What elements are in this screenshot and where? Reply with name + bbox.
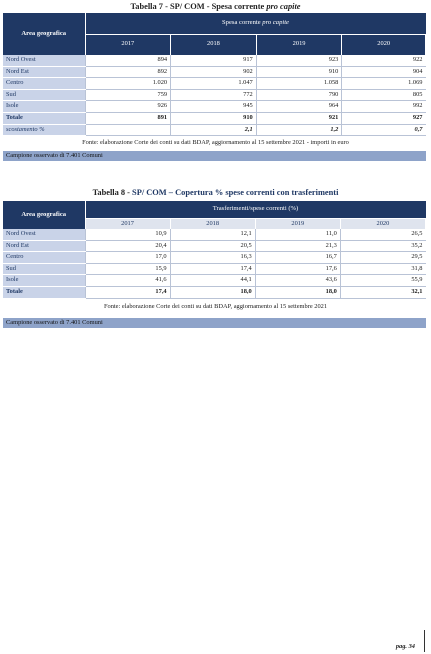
cell: 20,4: [85, 240, 170, 252]
table-row: [3, 101, 426, 113]
table-row: [3, 66, 426, 78]
table8-header-span: Trasferimenti/spese correnti (%): [85, 201, 426, 218]
cell: 904: [342, 66, 426, 78]
row-label: Sud: [3, 263, 85, 275]
table7-source: Fonte: elaborazione Corte dei conti su dati BDAP, aggiornamento al 15 settembre 2021 - importi in euro: [82, 139, 349, 146]
cell: 18,0: [255, 287, 340, 299]
cell: 910: [171, 112, 257, 124]
cell: 31,8: [340, 263, 425, 275]
cell: 16,7: [255, 252, 340, 264]
cell: 759: [85, 89, 171, 101]
table-row: [3, 78, 426, 90]
cell: 10,9: [85, 229, 170, 240]
table8-year: 2020: [340, 218, 425, 229]
table7-year: 2017: [85, 34, 171, 55]
cell: [85, 124, 171, 136]
cell: 0,7: [342, 124, 426, 136]
table-row: [3, 229, 426, 240]
cell: 21,3: [255, 240, 340, 252]
cell: 945: [171, 101, 257, 113]
row-label: Totale: [3, 287, 85, 299]
table-row: [3, 252, 426, 264]
table8-year: 2018: [170, 218, 255, 229]
table8-title: Tabella 8 - SP/ COM – Copertura % spese correnti con trasferimenti: [92, 188, 339, 197]
cell: 1.047: [171, 78, 257, 90]
cell: 44,1: [170, 275, 255, 287]
table-row: [3, 89, 426, 101]
row-label: Centro: [3, 78, 85, 90]
row-label: Centro: [3, 252, 85, 264]
row-label: Sud: [3, 89, 85, 101]
cell: 15,9: [85, 263, 170, 275]
cell: 17,4: [85, 287, 170, 299]
cell: 43,6: [255, 275, 340, 287]
table8: [3, 201, 426, 299]
table7-year: 2020: [342, 34, 426, 55]
cell: 891: [85, 112, 171, 124]
cell: 805: [342, 89, 426, 101]
cell: 32,1: [340, 287, 425, 299]
table7-year: 2018: [171, 34, 257, 55]
table8-year: 2017: [85, 218, 170, 229]
cell: 17,0: [85, 252, 170, 264]
row-label: Isole: [3, 101, 85, 113]
table7-title: Tabella 7 - SP/ COM - Spesa corrente pro capite: [130, 2, 301, 11]
total-row: [3, 112, 426, 124]
cell: 29,5: [340, 252, 425, 264]
cell: 18,0: [170, 287, 255, 299]
table-row: [3, 240, 426, 252]
row-label: scostamento %: [3, 124, 85, 136]
cell: 35,2: [340, 240, 425, 252]
table-row: [3, 275, 426, 287]
cell: 26,5: [340, 229, 425, 240]
cell: 12,1: [170, 229, 255, 240]
cell: 923: [256, 55, 342, 66]
page-number: pag. 34: [395, 643, 415, 650]
cell: 922: [342, 55, 426, 66]
table-row: [3, 55, 426, 66]
cell: 921: [256, 112, 342, 124]
cell: 17,6: [255, 263, 340, 275]
cell: 964: [256, 101, 342, 113]
table7-sample: Campione osservato di 7.401 Comuni: [3, 151, 426, 161]
total-row: [3, 287, 426, 299]
table7: [3, 13, 426, 136]
cell: 790: [256, 89, 342, 101]
cell: 910: [256, 66, 342, 78]
row-label: Nord Ovest: [3, 55, 85, 66]
table7-year: 2019: [256, 34, 342, 55]
row-label: Nord Est: [3, 240, 85, 252]
row-label: Nord Est: [3, 66, 85, 78]
deviation-row: [3, 124, 426, 136]
cell: 917: [171, 55, 257, 66]
row-label: Nord Ovest: [3, 229, 85, 240]
cell: 894: [85, 55, 171, 66]
row-label: Isole: [3, 275, 85, 287]
cell: 902: [171, 66, 257, 78]
cell: 20,5: [170, 240, 255, 252]
table-row: [3, 263, 426, 275]
table7-header-span: Spesa corrente pro capite: [85, 13, 426, 34]
cell: 16,3: [170, 252, 255, 264]
cell: 17,4: [170, 263, 255, 275]
cell: 1,2: [256, 124, 342, 136]
table8-header-area: Area geografica: [3, 201, 85, 229]
cell: 892: [85, 66, 171, 78]
cell: 55,9: [340, 275, 425, 287]
cell: 2,1: [171, 124, 257, 136]
cell: 1.069: [342, 78, 426, 90]
cell: 11,0: [255, 229, 340, 240]
cell: 1.020: [85, 78, 171, 90]
table8-source: Fonte: elaborazione Corte dei conti su dati BDAP, aggiornamento al 15 settembre 2021: [103, 303, 328, 310]
page-divider: [424, 630, 425, 652]
cell: 926: [85, 101, 171, 113]
table7-header-area: Area geografica: [3, 13, 85, 55]
table8-sample: Campione osservato di 7.401 Comuni: [3, 318, 426, 328]
cell: 927: [342, 112, 426, 124]
cell: 41,6: [85, 275, 170, 287]
cell: 992: [342, 101, 426, 113]
cell: 1.058: [256, 78, 342, 90]
row-label: Totale: [3, 112, 85, 124]
table8-year: 2019: [255, 218, 340, 229]
cell: 772: [171, 89, 257, 101]
